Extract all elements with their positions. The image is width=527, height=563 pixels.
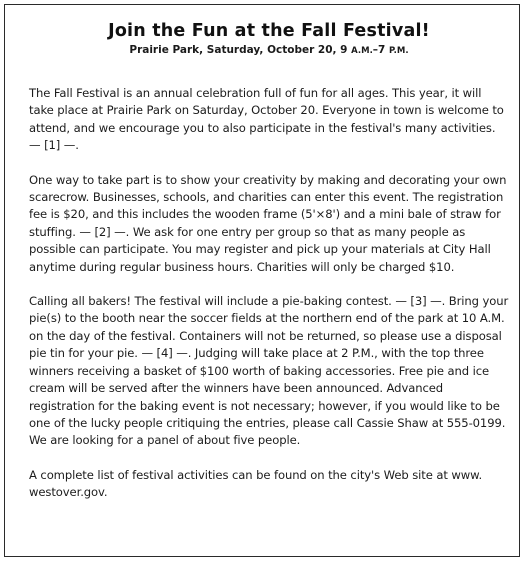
subtitle-dash: –7 (372, 44, 390, 56)
paragraph-pie-contest: Calling all bakers! The festival will include a pie-baking contest. — [3] —. Bring your pie(s) to the booth near the soccer fields at the northern end of the park at 10 A.M. on the day of the festival. Containers will not be returned, so please use a disposal pie tin for your pie. — [4] —. Judging will take place at 2 P.M., with the top three winners receiving a basket of $100 worth of baking accessories. Free pie and ice cream will be served after the winners have been announced. Advanced registration for the baking event is not necessary; however, if you would like to be one of the lucky people critiquing the entries, please call Cassie Shaw at 555-0199. We are looking for a panel of about five people. (29, 294, 509, 448)
notice-subtitle (29, 43, 509, 58)
paragraph-website: A complete list of festival activities can be found on the city's Web site at www. westover.gov. (29, 467, 483, 500)
notice-title: Join the Fun at the Fall Festival! (108, 21, 430, 41)
subtitle-pm: P.M. (389, 46, 409, 56)
subtitle-am: A.M. (351, 46, 373, 56)
paragraph-intro: The Fall Festival is an annual celebration full of fun for all ages. This year, it will take place at Prairie Park on Saturday, October 20. Everyone in town is welcome to attend, and we encourage you to also participate in the festival's many activities. — [1] —. (29, 86, 504, 153)
paragraph-scarecrow: One way to take part is to show your creativity by making and decorating your own scarecrow. Businesses, schools, and charities can enter this event. The registration fee is $20, and this includes the wooden frame (5'×8') and a mini bale of straw for stuffing. — [2] —. We ask for one entry per group so that as many people as possible can participate. You may register and pick up your materials at City Hall anytime during regular business hours. Charities will only be charged $10. (29, 172, 507, 274)
notice-frame (4, 4, 520, 557)
subtitle-location-date: Prairie Park, Saturday, October 20, 9 (129, 44, 352, 56)
